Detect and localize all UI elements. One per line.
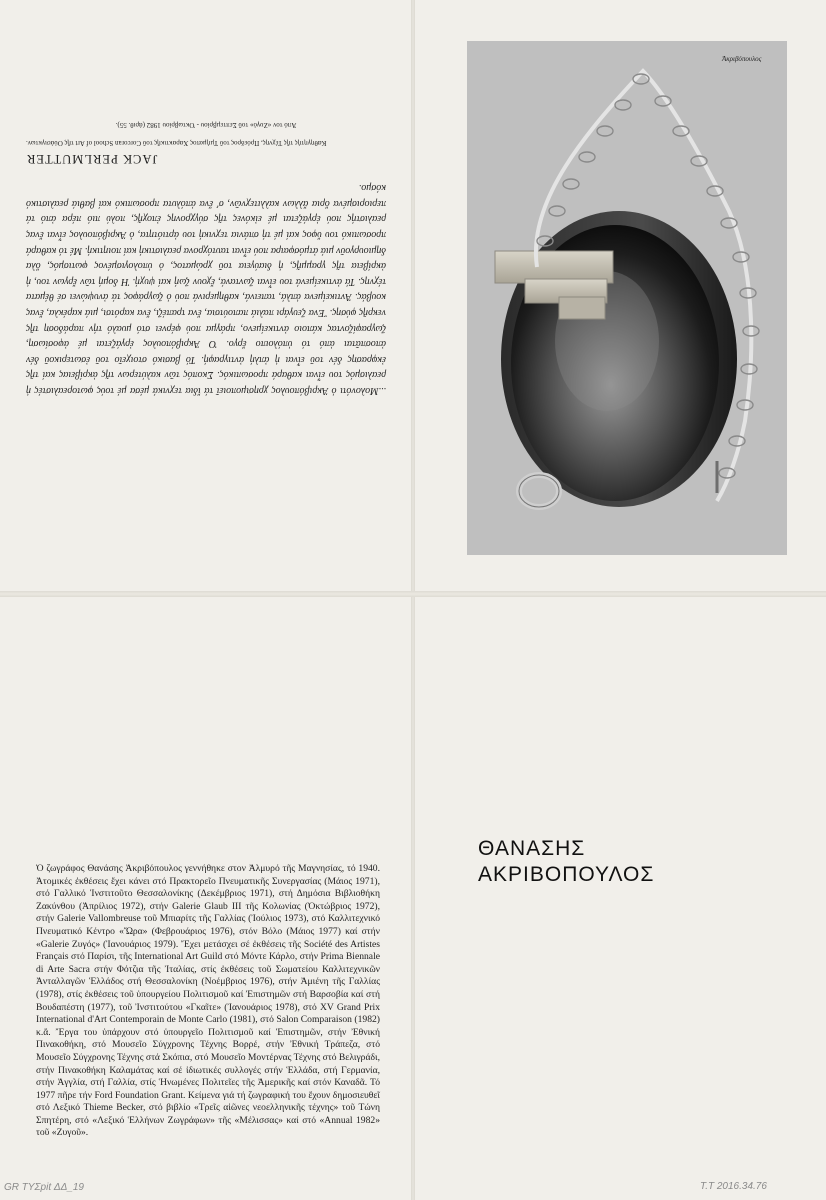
essay-author: JACK PERLMUTTER — [26, 151, 158, 166]
artist-name-title — [478, 836, 654, 888]
horizontal-fold — [0, 591, 826, 597]
upside-down-essay — [26, 38, 386, 398]
title-last-name: ΑΚΡΙΒΟΠΟΥΛΟΣ — [478, 863, 655, 886]
cover-panel-bottom-right — [414, 596, 826, 1200]
essay-source: Ἀπό τον «Ζυγό» τοῦ Σεπτεμβρίου - Ὀκτωβρίου 1982 (ἀριθ. 55). — [115, 120, 297, 129]
artist-biography: Ὁ ζωγράφος Θανάσης Ἀκριβόπουλος γεννήθηκε στον Ἀλμυρό τῆς Μαγνησίας, τό 1940. Ἀτομικές ἐκθέσεις ἔχει κάνει στό Πρακτορεῖο Πνευματικῆς Συνεργασίας (Μάιος 1971), στό Γαλλικό Ἰνστιτοῦτο Θεσσαλονίκης (Δεκέμβριος 1971), στή Δημόσια Βιβλιοθήκη Ζακύνθου (Ἀπρίλιος 1972), στήν Galerie Glaub III τῆς Κολωνίας (Ὀκτώβριος 1972), στήν Galerie Vallombreuse τοῦ Μπιαρίτς τῆς Γαλλίας (Ἰούλιος 1973), στό Καλλιτεχνικό Πνευματικό Κέντρο «Ὥρα» (Φεβρουάριος 1976), στόν Βόλο (Μάιος 1977) καί στήν «Galerie Ζυγός» (Ἰανουάριος 1979). Ἔχει μετάσχει σέ ἐκθέσεις τῆς Société des Artistes Français στό Παρίσι, τῆς International Art Guild στό Μόντε Κάρλο, στήν Prima Biennale di Arte Sacra στήν Φότζια τῆς Ἰταλίας, στίς ἐκθέσεις τοῦ Σωματείου Καλλιτεχνικῶν Ἀνταλλαγῶν Ἑλλάδος στή Θεσσαλονίκη (Νοέμβριος 1976), στήν Ἀμιένη τῆς Γαλλίας (1978), στίς ἐκθέσεις τοῦ ὑπουργείου Πολιτισμοῦ καί Ἐπιστημῶν στή Βαρσοβία καί στή Βουδαπέστη (1977), τοῦ Ἰνστιτούτου «Γκαῖτε» (Ἰανουάριος 1978), στό XV Grand Prix International d'Art Contemporain de Monte Carlo (1981), στό Salon Comparaison (1982) κ.ἄ. Ἔργα του ὑπάρχουν στό ὑπουργεῖο Πολιτισμοῦ καί Ἐπιστημῶν, στήν Ἐθνική Πινακοθήκη, στό Μουσεῖο Σύγχρονης Τέχνης Βορρέ, στήν Ἐθνική Τράπεζα, στό Μουσεῖο Σύγχρονης Τέχνης στά Σκόπια, στό Μουσεῖο Μοντέρνας Τέχνης στό Βελιγράδι, στήν Πινακοθήκη Καλαμάτας καί σέ ἰδιωτικές συλλογές στήν Ἑλλάδα, στή Γερμανία, στήν Ἀγγλία, στή Γαλλία, στίς Ἡνωμένες Πολιτεῖες τῆς Ἀμερικῆς καί στόν Καναδᾶ. Τό 1977 πῆρε τήν Ford Foundation Grant. Κείμενα γιά τή ζωγραφική του ἔχουν δημοσιευθεῖ στό Λεξικό Thieme Becker, στό βιβλίο «Τρεῖς αἰῶνες νεοελληνικῆς τέχνης» τοῦ Τώνη Σπητέρη, στό «Λεξικό Ἑλλήνων Ζωγράφων» τῆς «Μέλισσας» καί στό «Annual 1982» τοῦ «Ζυγοῦ». — [36, 863, 380, 1139]
bucket-painting — [467, 41, 787, 555]
essay-text: ...Μολονότι ὁ Ἀκριβόπουλος χρησιμοποιεῖ τά ἴδια τεχνικά μέσα μέ τούς φωτορεαλιστές ἡ ρεαλισμός του εἶναι καθαρά προσωπικός. Σκοπός τῶν καλύτερων τῆς ἀκρίβειας καί τῆς ἐκφρασης δέν τοῦ εἶναι ἡ ἀπλή ἀντιγραφή. Τό βασικό στοιχεῖο τοῦ ἐσωτερικοῦ δέν ἀποσπᾶται ἀπό τό ὑπόλοιπο ἔργο. Ὁ Ἀκριβόπουλος ἐργάζεται μέ ἀφοσίωση, ζωγραφίζοντας κάποιο ἀντικείμενο, πράγμα πού φέρνει στό μυαλό τήν παράδοση τῆς νεκρῆς φύσης. Ἕνα ζευγάρι παλιά παπούτσια, ἕνα τραπέζι, ἕνα καρότσι, μιά καρέκλα, ἕνας κουβάς. Ἀντικείμενα ἁπλά, ταπεινά, καθημερινά πού ὁ ζωγράφος τά ἀνυψώνει σέ θέματα τέχνης. Τά ἀντικείμενά του εἶναι ζωντανά, ἔχουν ζωή καί ψυχή. Ἡ δομή τῶν ἔργων του, ἡ ἀκρίβεια τῆς γραμμῆς, ἡ διαύγεια τοῦ χρώματος, ὁ ὑπολογισμένος φωτισμός, ὅλα δημιουργοῦν μιά ἀτμόσφαιρα πού εἶναι ταυτόχρονα ρεαλιστική καί ποιητική. Μέ τό καθαρά προσωπικό του ὕφος καί μέ τή σπάνια τεχνική του ἀρτιότητα, ὁ Ἀκριβόπουλος εἶναι ἕνας ρεαλιστής πού ἐργάζεται μέ εἰκόνες τῆς σύγχρονης ἐποχῆς, πολύ πιό πέρα ἀπό τά περιορισμένα ὅρια ἄλλων καλλιτεχνῶν, σ' ἕνα ἀπόλυτα προσωπικό καί βαθιά ρεαλιστικό κόσμο. — [26, 182, 386, 396]
artwork-image — [467, 41, 787, 555]
vertical-fold — [411, 0, 415, 1200]
archive-annotation-left: GR ΤΥΣpit ΔΔ_19 — [4, 1182, 84, 1193]
title-first-name: ΘΑΝΑΣΗΣ — [478, 837, 586, 860]
essay-affiliation: Καθηγητής τῆς Τέχνης, Πρόεδρος τοῦ Τμήματος Χαρακτικῆς τοῦ Corcoran School of Art τῆς Οὐάσιγκτων. — [26, 138, 327, 147]
archive-annotation-right: Τ.Τ 2016.34.76 — [700, 1181, 767, 1192]
artist-signature: Ἀκριβόπουλος — [722, 55, 762, 63]
